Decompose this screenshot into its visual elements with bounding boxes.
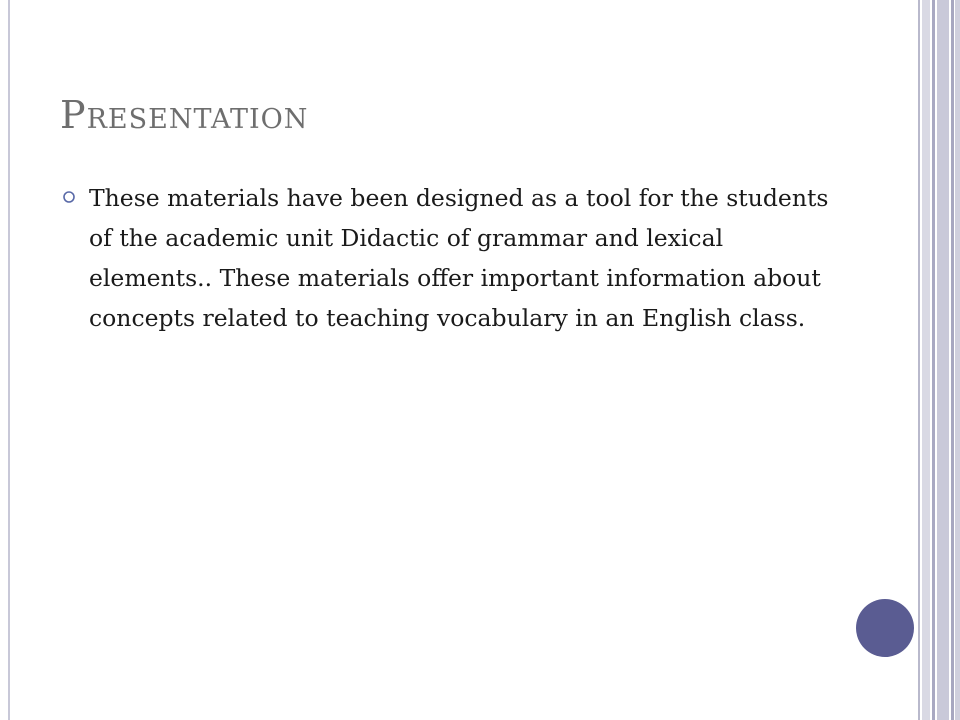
right-stripe bbox=[937, 0, 949, 720]
hollow-circle-bullet-icon bbox=[62, 190, 76, 204]
slide-title: Presentation bbox=[60, 93, 309, 137]
bullet-item bbox=[62, 178, 832, 338]
decorative-circle bbox=[856, 599, 914, 657]
slide-content bbox=[62, 178, 832, 338]
right-stripe bbox=[932, 0, 935, 720]
right-stripe bbox=[951, 0, 954, 720]
right-stripe bbox=[955, 0, 960, 720]
left-border-line bbox=[8, 0, 10, 720]
right-stripe bbox=[918, 0, 920, 720]
right-stripe bbox=[922, 0, 930, 720]
bullet-text: These materials have been designed as a tool for the students of the academic unit Didactic of grammar and lexical elements.. These materials offer important information about concepts related to teaching vocabulary in an English class. bbox=[89, 184, 829, 332]
